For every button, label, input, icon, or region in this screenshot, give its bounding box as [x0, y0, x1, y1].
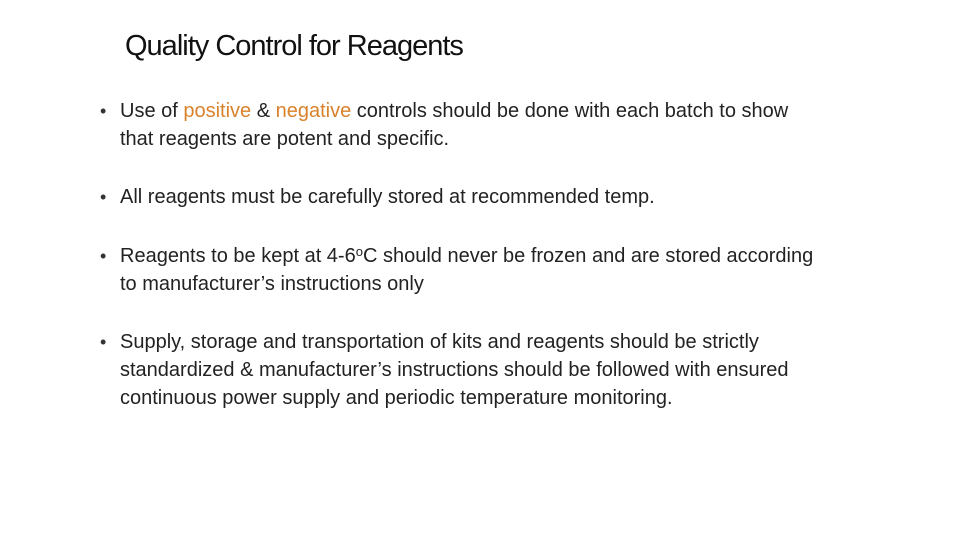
bullet-dot-icon: • — [100, 246, 107, 266]
bullet-text-suffix: controls should be done with each batch to show that reagents are potent and specific. — [120, 100, 789, 150]
bullet-item-controls — [100, 97, 820, 153]
bullet-list — [100, 97, 820, 442]
bullet-text-suffix: C should never be frozen and are stored according to manufacturer’s instructions only — [120, 245, 814, 295]
bullet-text: Supply, storage and transportation of kits and reagents should be strictly standardized & manufacturer’s instructions should be followed with ensured continuous power supply and periodic temperature monitoring. — [120, 331, 789, 409]
bullet-dot-icon: • — [100, 187, 107, 207]
bullet-dot-icon: • — [100, 332, 107, 352]
highlight-negative: negative — [275, 100, 352, 122]
bullet-text: All reagents must be carefully stored at recommended temp. — [120, 186, 655, 208]
bullet-item-temperature — [100, 242, 820, 298]
slide-title: Quality Control for Reagents — [125, 30, 463, 62]
bullet-item-supply — [100, 328, 820, 412]
bullet-text-prefix: Use of — [120, 100, 184, 122]
bullet-text-prefix: Reagents to be kept at 4-6 — [120, 245, 356, 267]
bullet-item-storage — [100, 183, 820, 211]
highlight-positive: positive — [183, 100, 252, 122]
bullet-text-middle: & — [251, 100, 276, 122]
degree-superscript: o — [355, 244, 363, 259]
bullet-dot-icon: • — [100, 101, 107, 121]
